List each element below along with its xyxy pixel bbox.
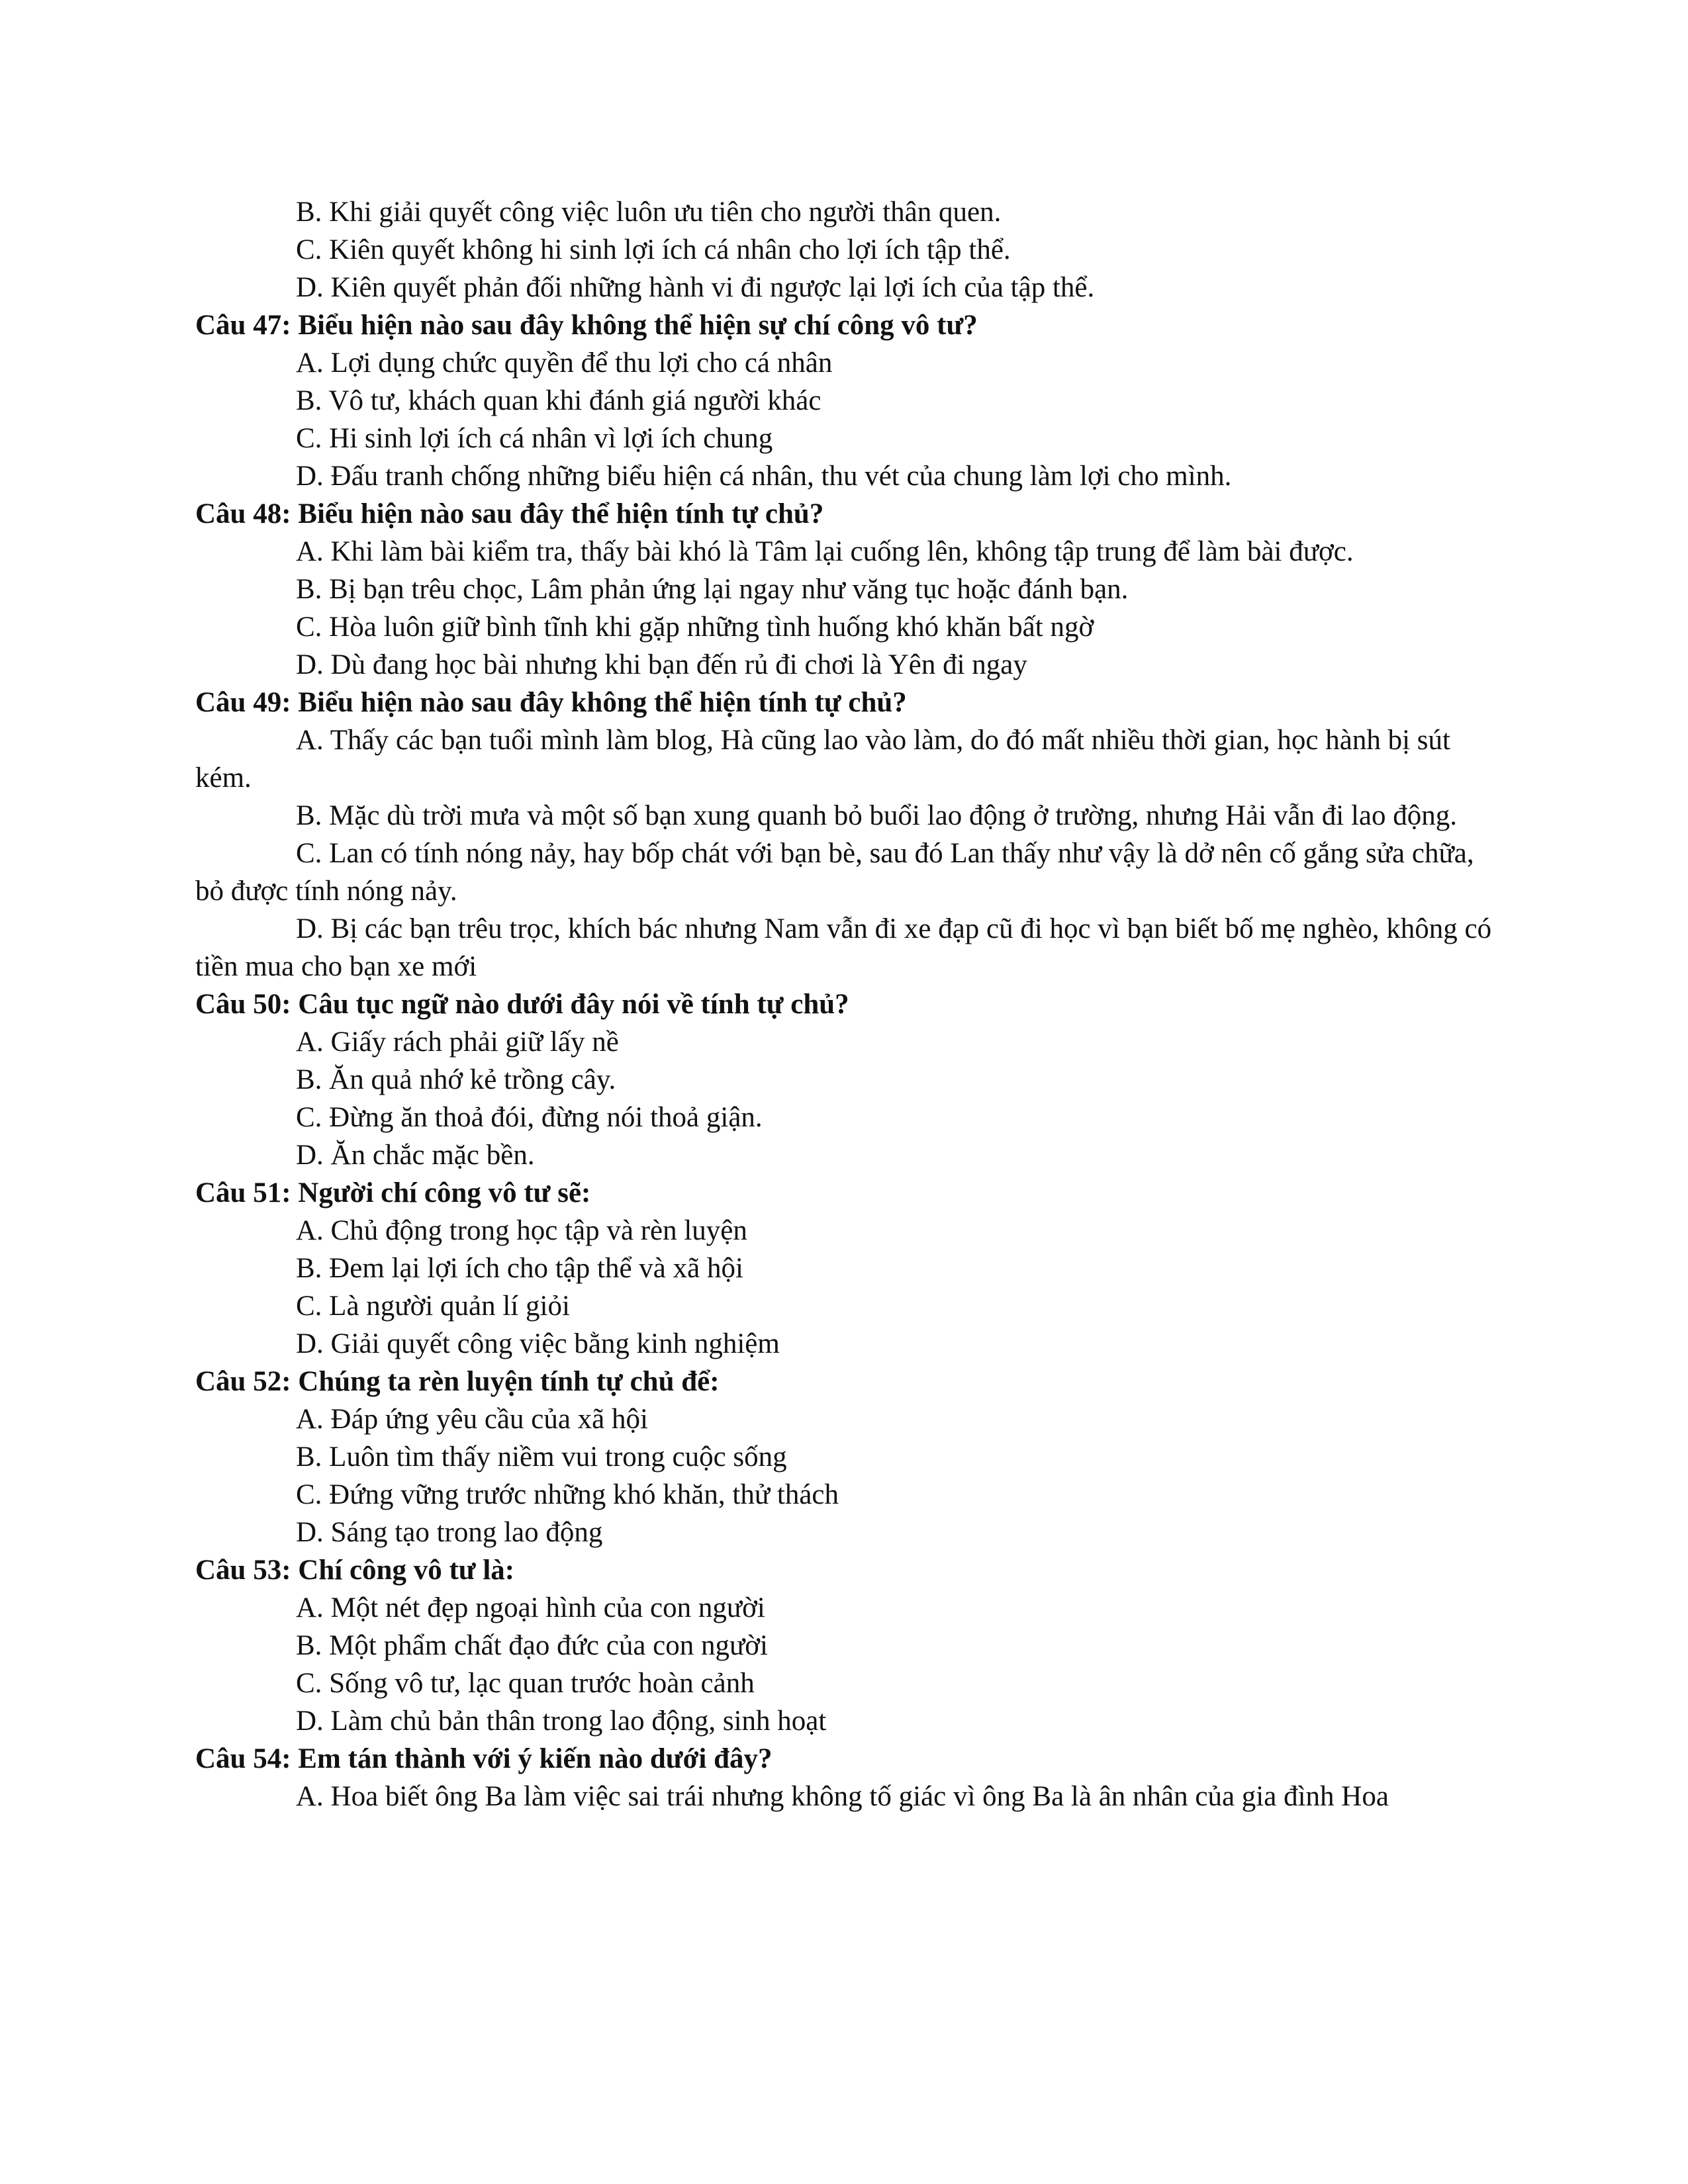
question-49: Câu 49: Biểu hiện nào sau đây không thể hiện tính tự chủ? <box>195 687 907 718</box>
question-48-option-a: A. Khi làm bài kiểm tra, thấy bài khó là Tâm lại cuống lên, không tập trung để làm bài được. <box>296 536 1354 567</box>
question-50-option-d: D. Ăn chắc mặc bền. <box>296 1140 535 1171</box>
question-53-option-d: D. Làm chủ bản thân trong lao động, sinh hoạt <box>296 1706 827 1737</box>
question-54: Câu 54: Em tán thành với ý kiến nào dưới đây? <box>195 1743 773 1774</box>
question-51-option-d: D. Giải quyết công việc bằng kinh nghiệm <box>296 1328 780 1359</box>
question-52-option-a: A. Đáp ứng yêu cầu của xã hội <box>296 1404 648 1435</box>
question-49-option-a: A. Thấy các bạn tuổi mình làm blog, Hà cũng lao vào làm, do đó mất nhiều thời gian, học hành bị sút kém. <box>195 725 1450 794</box>
question-54-option-a: A. Hoa biết ông Ba làm việc sai trái nhưng không tố giác vì ông Ba là ân nhân của gia đình Hoa <box>296 1781 1389 1812</box>
question-53-option-c: C. Sống vô tư, lạc quan trước hoàn cảnh <box>296 1668 755 1699</box>
question-51-option-c: C. Là người quản lí giỏi <box>296 1291 570 1322</box>
question-47-option-c: C. Hi sinh lợi ích cá nhân vì lợi ích chung <box>296 423 773 454</box>
question-49-option-b: B. Mặc dù trời mưa và một số bạn xung quanh bỏ buổi lao động ở trường, nhưng Hải vẫn đi lao động. <box>296 800 1457 831</box>
question-50-option-b: B. Ăn quả nhớ kẻ trồng cây. <box>296 1064 616 1095</box>
question-53: Câu 53: Chí công vô tư là: <box>195 1555 515 1586</box>
question-53-option-a: A. Một nét đẹp ngoại hình của con người <box>296 1592 765 1623</box>
question-50 <box>195 985 1493 1023</box>
document-body <box>195 193 1493 1815</box>
question-52: Câu 52: Chúng ta rèn luyện tính tự chủ để: <box>195 1366 720 1397</box>
question-48-option-d: D. Dù đang học bài nhưng khi bạn đến rủ đi chơi là Yên đi ngay <box>296 649 1027 680</box>
option-d: D. Kiên quyết phản đối những hành vi đi ngược lại lợi ích của tập thể. <box>296 272 1095 303</box>
question-52-option-c: C. Đứng vững trước những khó khăn, thử thách <box>296 1479 839 1510</box>
question-50-text: : Câu tục ngữ nào dưới đây nói về tính tự chủ? <box>281 989 849 1020</box>
question-47-option-a: A. Lợi dụng chức quyền để thu lợi cho cá nhân <box>296 347 833 379</box>
question-50-option-a: A. Giấy rách phải giữ lấy nề <box>296 1026 619 1058</box>
question-48-option-b: B. Bị bạn trêu chọc, Lâm phản ứng lại ngay như văng tục hoặc đánh bạn. <box>296 574 1129 605</box>
question-52-option-d: D. Sáng tạo trong lao động <box>296 1517 603 1548</box>
question-47-option-b: B. Vô tư, khách quan khi đánh giá người khác <box>296 385 821 416</box>
question-50-number: Câu 50 <box>195 989 282 1020</box>
question-51: Câu 51: Người chí công vô tư sẽ: <box>195 1177 591 1208</box>
question-51-option-b: B. Đem lại lợi ích cho tập thể và xã hội <box>296 1253 743 1284</box>
question-47-option-d: D. Đấu tranh chống những biểu hiện cá nhân, thu vét của chung làm lợi cho mình. <box>296 461 1232 492</box>
option-b: B. Khi giải quyết công việc luôn ưu tiên cho người thân quen. <box>296 197 1002 228</box>
question-48-option-c: C. Hòa luôn giữ bình tĩnh khi gặp những tình huống khó khăn bất ngờ <box>296 612 1094 643</box>
question-51-option-a: A. Chủ động trong học tập và rèn luyện <box>296 1215 747 1246</box>
question-49-option-c: C. Lan có tính nóng nảy, hay bốp chát với bạn bè, sau đó Lan thấy như vậy là dở nên cố gắng sửa chữa, bỏ được tính nóng nảy. <box>195 838 1474 907</box>
option-c: C. Kiên quyết không hi sinh lợi ích cá nhân cho lợi ích tập thể. <box>296 234 1011 265</box>
question-48: Câu 48: Biểu hiện nào sau đây thể hiện tính tự chủ? <box>195 498 824 529</box>
question-49-option-d: D. Bị các bạn trêu trọc, khích bác nhưng Nam vẫn đi xe đạp cũ đi học vì bạn biết bố mẹ nghèo, không có tiền mua cho bạn xe mới <box>195 913 1492 982</box>
question-50-option-c: C. Đừng ăn thoả đói, đừng nói thoả giận. <box>296 1102 763 1133</box>
question-52-option-b: B. Luôn tìm thấy niềm vui trong cuộc sống <box>296 1441 787 1473</box>
question-47: Câu 47: Biểu hiện nào sau đây không thể hiện sự chí công vô tư? <box>195 310 978 341</box>
question-53-option-b: B. Một phẩm chất đạo đức của con người <box>296 1630 768 1661</box>
